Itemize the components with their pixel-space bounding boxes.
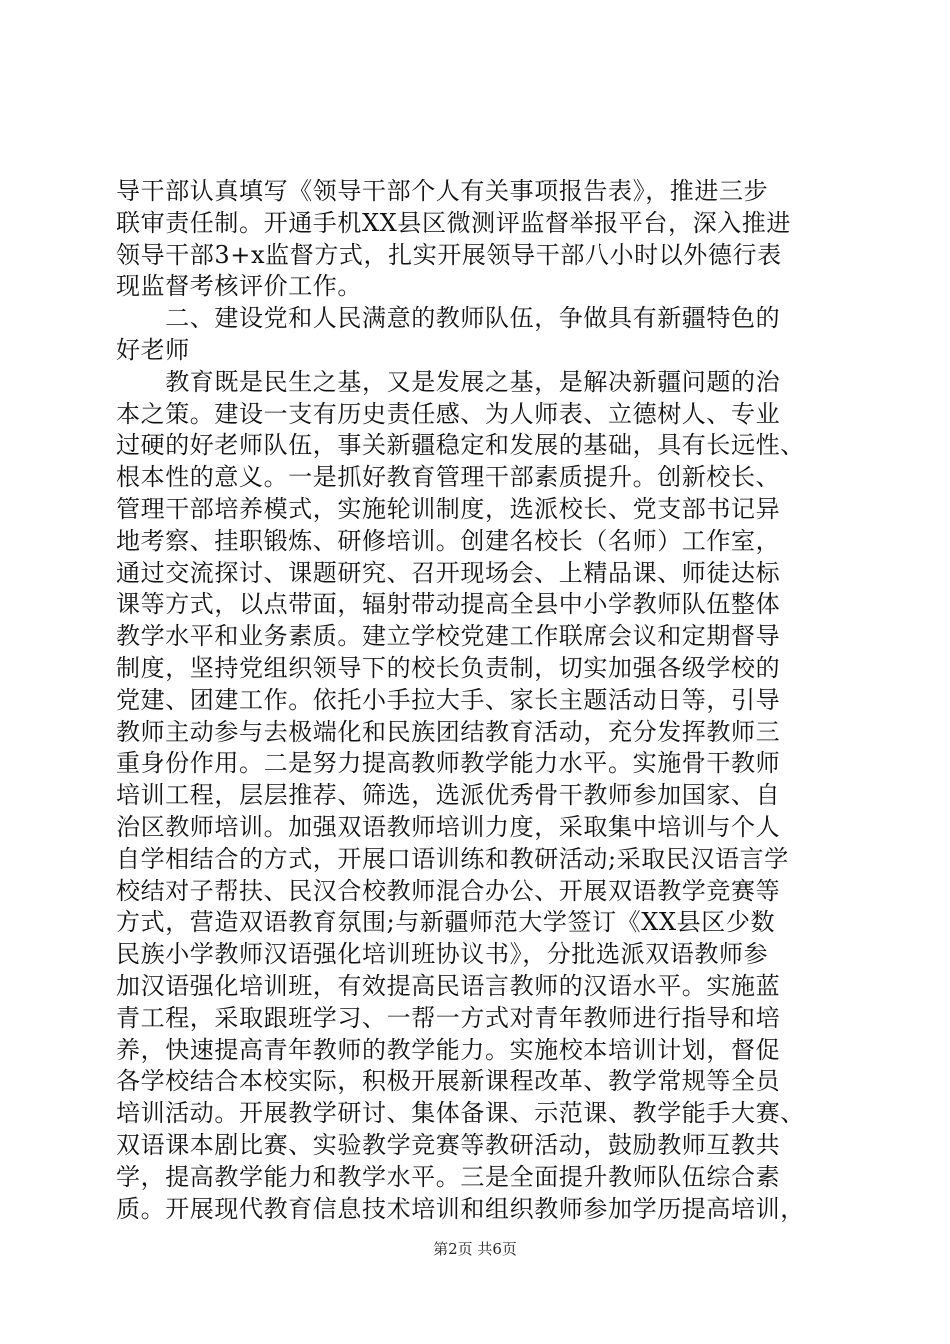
text-line: 治区教师培训。加强双语教师培训力度，采取集中培训与个人 [116, 812, 781, 841]
text-line: 本之策。建设一支有历史责任感、为人师表、立德树人、专业 [116, 399, 781, 428]
text-line: 导干部认真填写《领导干部个人有关事项报告表》，推进三步 [116, 177, 769, 205]
text-line: 根本性的意义。一是抓好教育管理干部素质提升。创新校长、 [116, 463, 781, 492]
text-line: 教学水平和业务素质。建立学校党建工作联席会议和定期督导 [116, 622, 781, 651]
text-line: 养，快速提高青年教师的教学能力。实施校本培训计划，督促 [116, 1035, 781, 1064]
text-line: 培训活动。开展教学研讨、集体备课、示范课、教学能手大赛、 [116, 1099, 805, 1128]
text-line: 管理干部培养模式，实施轮训制度，选派校长、党支部书记异 [116, 494, 781, 523]
text-line: 加汉语强化培训班，有效提高民语言教师的汉语水平。实施蓝 [116, 971, 781, 1000]
text-line: 教育既是民生之基，又是发展之基，是解决新疆问题的治 [116, 367, 781, 396]
text-line: 地考察、挂职锻炼、研修培训。创建名校长（名师）工作室， [116, 526, 781, 555]
text-line: 教师主动参与去极端化和民族团结教育活动，充分发挥教师三 [116, 717, 781, 746]
text-line: 好老师 [116, 335, 190, 364]
text-line: 学，提高教学能力和教学水平。三是全面提升教师队伍综合素 [116, 1162, 781, 1191]
text-line: 领导干部3+x监督方式，扎实开展领导干部八小时以外德行表 [116, 240, 782, 269]
text-line: 校结对子帮扶、民汉合校教师混合办公、开展双语教学竞赛等 [116, 876, 781, 905]
text-line: 青工程，采取跟班学习、一帮一方式对青年教师进行指导和培 [116, 1003, 781, 1032]
text-line: 自学相结合的方式，开展口语训练和教研活动;采取民汉语言学 [116, 844, 789, 873]
text-line: 双语课本剧比赛、实验教学竞赛等教研活动，鼓励教师互教共 [116, 1130, 781, 1159]
text-line: 二、建设党和人民满意的教师队伍，争做具有新疆特色的 [116, 304, 781, 333]
text-line: 制度，坚持党组织领导下的校长负责制，切实加强各级学校的 [116, 653, 781, 682]
text-line: 方式，营造双语教育氛围;与新疆师范大学签订《XX县区少数 [116, 908, 776, 937]
document-body [116, 176, 846, 1225]
text-line: 课等方式，以点带面，辐射带动提高全县中小学教师队伍整体 [116, 590, 781, 619]
text-line: 联审责任制。开通手机XX县区微测评监督举报平台，深入推进 [116, 208, 791, 237]
text-line: 重身份作用。二是努力提高教师教学能力水平。实施骨干教师 [116, 749, 781, 778]
text-line: 党建、团建工作。依托小手拉大手、家长主题活动日等，引导 [116, 685, 781, 714]
text-line: 民族小学教师汉语强化培训班协议书》，分批选派双语教师参 [116, 940, 769, 969]
page-footer: 第2页 共6页 [433, 1240, 517, 1258]
text-line: 现监督考核评价工作。 [116, 272, 362, 301]
text-line: 通过交流探讨、课题研究、召开现场会、上精品课、师徒达标 [116, 558, 781, 587]
text-line: 培训工程，层层推荐、筛选，选派优秀骨干教师参加国家、自 [116, 781, 781, 810]
text-line: 质。开展现代教育信息技术培训和组织教师参加学历提高培训， [116, 1194, 805, 1223]
text-line: 各学校结合本校实际，积极开展新课程改革、教学常规等全员 [116, 1067, 781, 1096]
text-line: 过硬的好老师队伍，事关新疆稳定和发展的基础，具有长远性、 [116, 431, 805, 460]
